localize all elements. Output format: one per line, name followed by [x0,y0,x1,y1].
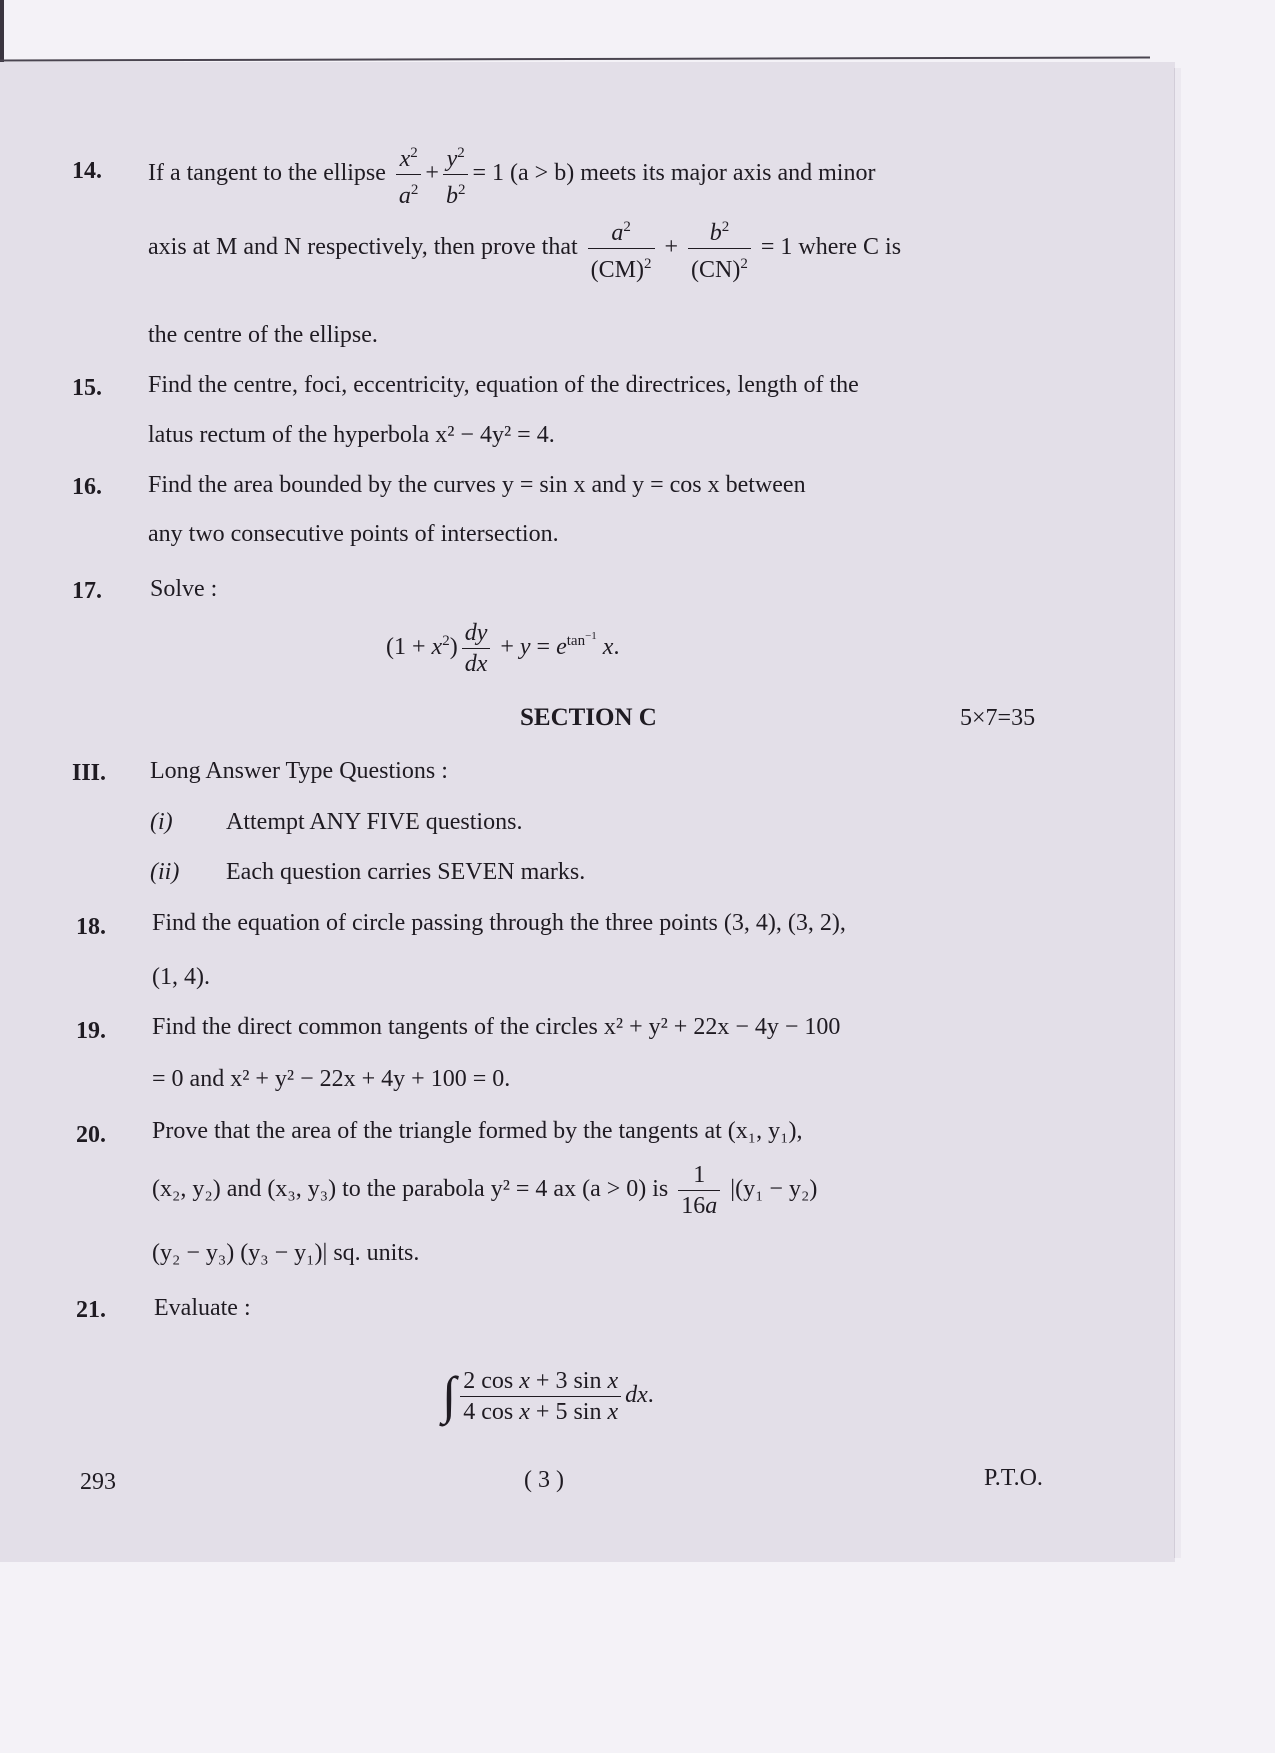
question-21-label: Evaluate : [154,1295,251,1321]
instruction-2-label: (ii) [150,859,180,885]
pto-label: P.T.O. [984,1465,1043,1491]
part-iii-number: III. [72,760,107,786]
question-20-line-1: Prove that the area of the triangle formed by the tangents at (x₁, y₁), [152,1118,803,1144]
question-number-19: 19. [76,1018,106,1044]
question-15-line-1: Find the centre, foci, eccentricity, equation of the directrices, length of the [148,372,859,398]
question-20-line-2 [152,1160,817,1221]
question-16-line-1: Find the area bounded by the curves y = sin x and y = cos x between [148,472,806,498]
q20-text-abs-start: |(y₁ − y₂) [730,1176,818,1203]
question-number-14: 14. [72,158,102,184]
instruction-2: Each question carries SEVEN marks. [226,859,586,885]
question-18-line-2: (1, 4). [152,964,210,990]
question-19-line-2: = 0 and x² + y² − 22x + 4y + 100 = 0. [152,1066,511,1092]
fraction-a2-cm2: $\frac{a^2}{(CM)^2}$ [588,212,655,285]
instruction-2-number [150,857,179,887]
instruction-1-label: (i) [150,809,173,835]
fraction-y2-b2: $\frac{y^2}{b^2}$ [443,138,469,211]
integral-sign: ∫ [442,1367,457,1425]
question-number-17: 17. [72,578,102,604]
q20-text-parabola: (x₂, y₂) and (x₃, y₃) to the parabola y² = 4 ax (a > 0) is [152,1176,669,1203]
q14-text-prove: axis at M and N respectively, then prove that [148,234,578,261]
fraction-1-16a: $\frac{1}{16a}$ [678,1160,720,1221]
question-14-line-3: the centre of the ellipse. [148,322,378,348]
page-number: ( 3 ) [524,1467,564,1493]
page-top-border [0,56,1150,61]
question-number-18: 18. [76,914,106,940]
question-14-line-2: axis at M and N respectively, then prove that $\frac{a^2}{(CM)^2}$ + $\frac{b^2}{(CN)^2}$ = 1 where C is [148,212,901,285]
fraction-x2-a2: $\frac{x^2}{a^2}$ [396,138,422,211]
question-14-line-1: If a tangent to the ellipse $\frac{x^2}{a^2}$ + $\frac{y^2}{b^2}$ = 1 (a > b) meets its major axis and minor [148,138,875,211]
exam-page [0,62,1175,1562]
q14-text-intro: If a tangent to the ellipse [148,160,386,187]
question-19-line-1: Find the direct common tangents of the circles x² + y² + 22x − 4y − 100 [152,1014,841,1040]
question-number-20: 20. [76,1122,106,1148]
question-16-line-2: any two consecutive points of intersection. [148,521,559,547]
question-number-21: 21. [76,1297,106,1323]
fraction-dy-dx: $\frac{dy}{dx}$ [462,618,491,679]
q14-text-condition: (a > b) meets its major axis and minor [510,160,876,187]
part-iii-title: Long Answer Type Questions : [150,758,448,784]
page-edge [0,0,4,62]
question-18-line-1: Find the equation of circle passing through the three points (3, 4), (3, 2), [152,910,846,936]
question-17-label: Solve : [150,576,218,602]
question-number-15: 15. [72,375,102,401]
instruction-1-number [150,807,173,837]
question-21-integral: ∫ $\frac{\text{2 cos x + 3 sin x}}{\text{4 cos x + 5 sin x}}$ dx. [442,1367,654,1425]
section-c-title: SECTION C [520,704,657,731]
question-15-line-2: latus rectum of the hyperbola x² − 4y² = 4. [148,422,555,448]
section-c-marks: 5×7=35 [960,705,1036,731]
q14-text-where: where C is [798,234,902,261]
question-17-equation: $(1 + x^2)$ $\frac{dy}{dx}$ + $y = e^{tan^{-1}}$ x. [386,620,620,677]
instruction-1: Attempt ANY FIVE questions. [226,809,523,835]
fraction-b2-cn2: $\frac{b^2}{(CN)^2}$ [688,212,751,285]
fraction-integrand: $\frac{\text{2 cos x + 3 sin x}}{\text{4 cos x + 5 sin x}}$ [460,1366,621,1427]
question-number-16: 16. [72,474,102,500]
paper-code: 293 [80,1469,116,1495]
question-20-line-3: (y₂ − y₃) (y₃ − y₁)| sq. units. [152,1240,420,1266]
